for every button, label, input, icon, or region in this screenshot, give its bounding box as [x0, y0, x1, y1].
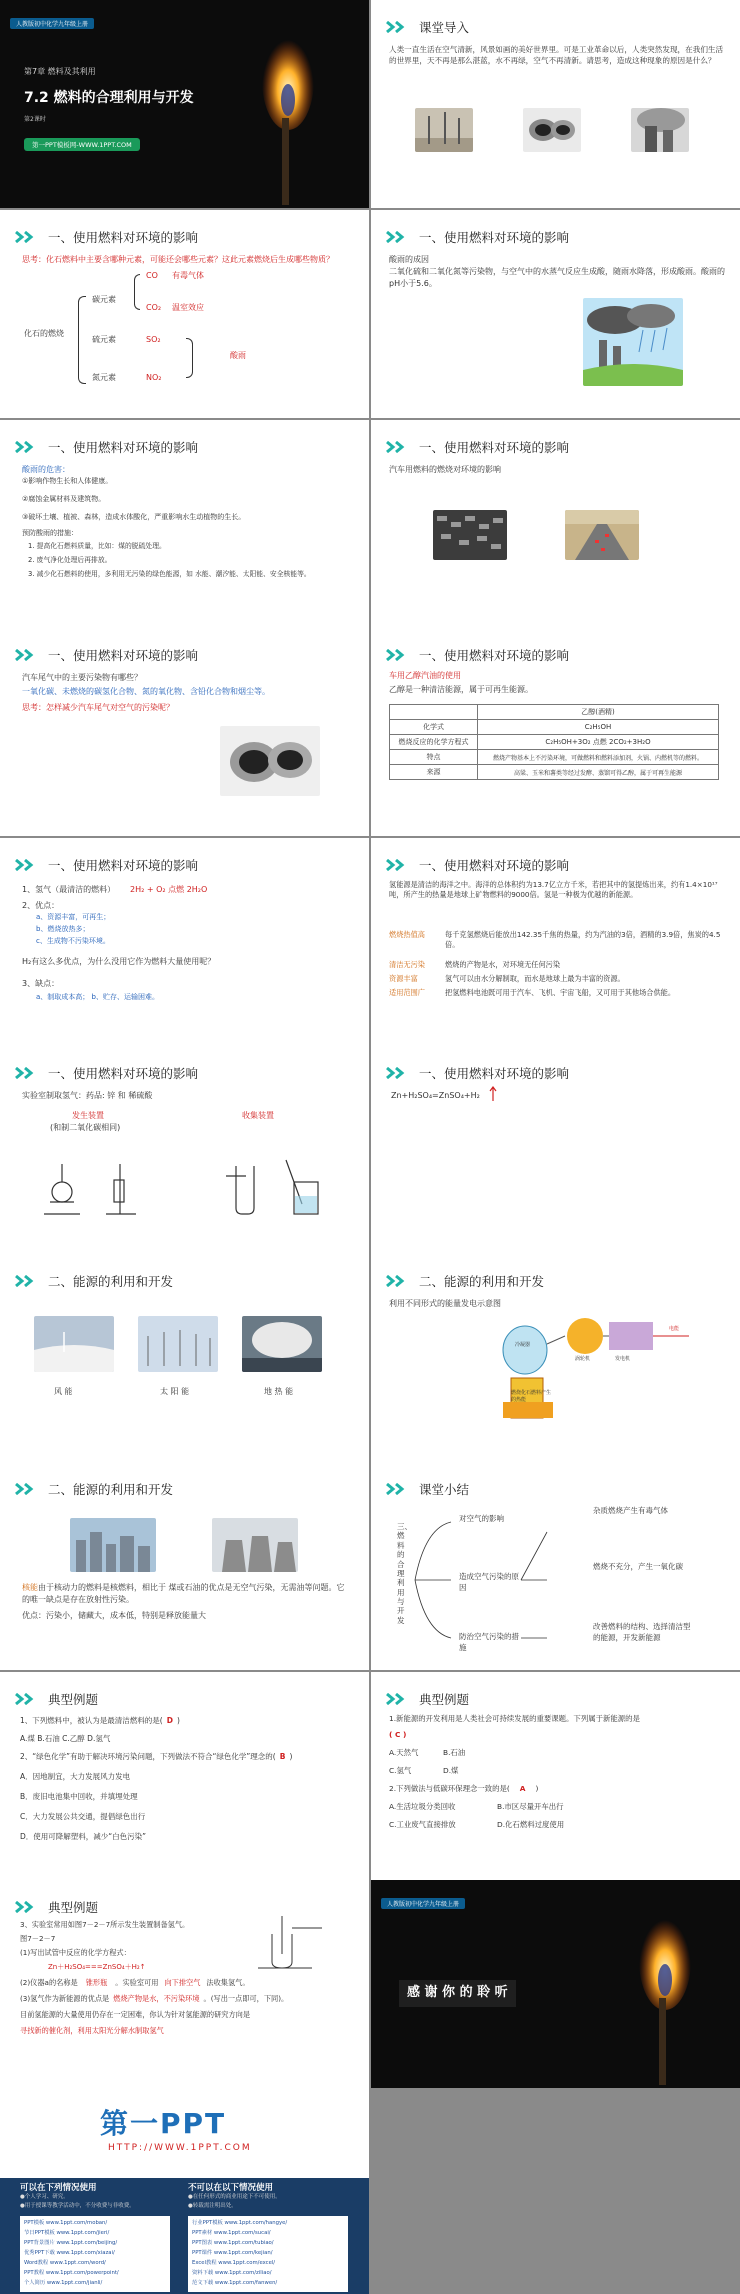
harm-item: ③破坏土壤、植被、森林，造成水体酸化，严重影响水生动植物的生长。: [22, 513, 246, 521]
text: (2)仪器a的名称是: [20, 1978, 78, 1987]
point-heading: 燃烧热值高: [389, 930, 425, 939]
chevron-icon: [385, 231, 409, 243]
thanks-tag: 人教版初中化学九年级上册: [381, 1898, 465, 1909]
brand-url[interactable]: HTTP://WWW.1PPT.COM: [108, 2143, 252, 2153]
co2-label: CO₂: [146, 303, 162, 312]
option: A．因地制宜，大力发展风力发电: [20, 1772, 131, 1781]
measure-item: 3. 减少化石燃料的使用，多利用无污染的绿色能源，如 水能、潮汐能、太阳能、安全核能等。: [28, 570, 311, 578]
chevron-icon: [14, 231, 38, 243]
energy-label: 地 热 能: [264, 1387, 294, 1396]
chevron-icon: [385, 649, 409, 661]
table-cell: 化学式: [390, 720, 478, 735]
traffic-photo: [433, 510, 507, 560]
part-2: [20, 1978, 250, 1988]
text: (3)氢气作为新能源的优点是: [20, 1994, 110, 2003]
table-row: [390, 765, 719, 780]
co-note: 有毒气体: [172, 271, 204, 280]
allowed-heading: 可以在下列情况使用: [20, 2183, 97, 2193]
ethanol-intro: 乙醇是一种清洁能源，属于可再生能源。: [389, 685, 533, 694]
advantages-heading: 2、优点：: [22, 901, 60, 910]
option: D.化石燃料过度使用: [497, 1820, 565, 1829]
thanks-text: 感 谢 你 的 聆 听: [399, 1980, 516, 2007]
part-4: 目前氢能源的大量使用仍存在一定困难，你认为针对氢能源的研究方向是: [20, 2010, 251, 2019]
diagram-caption: 利用不同形式的能量发电示意图: [389, 1299, 501, 1308]
slide-ethanol[interactable]: [371, 628, 740, 836]
chevron-icon: [14, 1901, 38, 1913]
option: B．废旧电池集中回收，并填埋处理: [20, 1792, 138, 1801]
slide-header: [385, 1478, 469, 1500]
question-text: 思考：化石燃料中主要含哪种元素，可能还会哪些元素？这此元素燃烧后生成哪些物质？: [22, 255, 334, 264]
slide-header: [14, 854, 198, 876]
fuel-label: 燃烧化石燃料产生的热能: [511, 1390, 552, 1404]
exhaust-photo: [523, 108, 581, 152]
answer: 向下排空气: [164, 1978, 201, 1987]
brand-logo: 第一PPT: [100, 2107, 227, 2140]
hydrogen-equation: 2H₂ + O₂ 点燃 2H₂O: [130, 885, 208, 894]
point-text: 把氢燃料电池既可用于汽车、飞机、宇宙飞船，又可用于其他场合供能。: [445, 988, 676, 997]
option: C.氢气: [389, 1766, 412, 1775]
slide-title: 二、能源的利用和开发: [48, 1482, 174, 1497]
allowed-item: ●个人学习、研究。: [20, 2194, 69, 2200]
table-cell: 燃烧产物基本上不污染环境，可做燃料和燃料添加剂，火锅、内燃机等的燃料。: [478, 750, 719, 765]
answer: A: [519, 1784, 526, 1793]
exhaust-answer: 一氧化碳、未燃烧的碳氢化合物、氮的氧化物、含铅化合物和烟尘等。: [22, 687, 270, 696]
links-list-2: [188, 2216, 348, 2292]
question-text: 1.新能源的开发利用是人类社会可持续发展的重要课题。下列属于新能源的是: [389, 1714, 640, 1723]
link-item[interactable]: PPT背景图片 www.1ppt.com/beijing/: [24, 2240, 118, 2246]
summary-result: 杂质燃烧产生有毒气体: [593, 1506, 668, 1515]
exhaust-pipe-photo: [220, 726, 320, 796]
electricity-label: 电能: [669, 1326, 680, 1332]
cover-title: 7.2 燃料的合理利用与开发: [24, 90, 194, 106]
co-label: CO: [146, 271, 158, 280]
slide-title: 典型例题: [419, 1692, 470, 1707]
energy-label: 太 阳 能: [160, 1387, 190, 1396]
chevron-icon: [385, 1483, 409, 1495]
hydrogen-heading: 1、氢气（最清洁的燃料）: [22, 885, 116, 894]
slide-energy[interactable]: [0, 1254, 369, 1462]
summary-branch: 防治空气污染的措施: [459, 1632, 519, 1652]
slide-header: [14, 1062, 198, 1084]
slide-header: [385, 16, 469, 38]
slide-title: 一、使用燃料对环境的影响: [48, 858, 199, 873]
slide-hydrogen-detail[interactable]: [371, 838, 740, 1046]
disallowed-item: ●在任何形式的商业用途下不可使用。: [188, 2194, 281, 2200]
summary-branch: 对空气的影响: [459, 1514, 504, 1523]
slide-exhaust[interactable]: [0, 628, 369, 836]
bracket-carbon: [134, 274, 140, 310]
power-plant-diagram: [499, 1314, 699, 1446]
chevron-icon: [385, 21, 409, 33]
usage-panel: [0, 2178, 369, 2294]
harm-item: ②腐蚀金属材料及建筑物。: [22, 495, 106, 503]
slide-header: [385, 1688, 469, 1710]
question-end: ): [535, 1784, 539, 1793]
chevron-icon: [385, 1693, 409, 1705]
link-item[interactable]: PPT素材 www.1ppt.com/sucai/: [192, 2230, 271, 2236]
slide-title: 一、使用燃料对环境的影响: [419, 230, 570, 245]
up-arrow-icon: [489, 1086, 497, 1102]
acid-rain-diagram: [583, 298, 683, 386]
generator-label: 发生装置: [72, 1111, 104, 1120]
slide-title: 一、使用燃料对环境的影响: [419, 440, 570, 455]
slide-title: 一、使用燃料对环境的影响: [48, 230, 199, 245]
slide-acid-rain-harm[interactable]: [0, 420, 369, 628]
slide-title: 一、使用燃料对环境的影响: [419, 858, 570, 873]
question-text: 2.下列做法与低碳环保理念一致的是(: [389, 1784, 510, 1793]
option: C.工业废气直接排放: [389, 1820, 456, 1829]
slide-title: 课堂导入: [419, 20, 470, 35]
table-row: [390, 750, 719, 765]
summary-root: 三、燃料的合理利用与开发: [397, 1522, 412, 1625]
disadvantages-heading: 3、缺点：: [22, 979, 60, 988]
link-item[interactable]: PPT图表 www.1ppt.com/tubiao/: [192, 2240, 274, 2246]
part-1: (1)写出试管中反应的化学方程式：: [20, 1948, 131, 1957]
lab-apparatus: [40, 1156, 330, 1222]
slide-header: [385, 436, 569, 458]
disallowed-item: ●转载需注明出处。: [188, 2203, 237, 2209]
hydrogen-intro: 氢能源是清洁的海洋之中。海洋的总体积约为13.7亿立方千米，若把其中的氢提炼出来，约有1.4×10¹⁷ 吨，所产生的热量是地球上矿物燃料的9000倍。氢是一种极为优越的新能源。: [389, 880, 718, 900]
text: 。(写出一点即可，下同)。: [203, 1994, 289, 2003]
acid-label: 酸雨: [230, 351, 246, 360]
slide-examples-3[interactable]: [0, 1880, 369, 2088]
no2-label: NO₂: [146, 373, 162, 382]
slide-elements[interactable]: [0, 210, 369, 418]
slide-header: [385, 1062, 569, 1084]
nitrogen-label: 氮元素: [92, 373, 116, 382]
slide-vehicle-impact[interactable]: [371, 420, 740, 628]
slide-title: 典型例题: [48, 1692, 99, 1707]
point-text: 氢气可以由水分解制取，而水是地球上最为丰富的资源。: [445, 974, 625, 983]
cause-text: 二氧化硫和二氧化氮等污染物，与空气中的水蒸气反应生成酸，随雨水降落，形成酸雨。酸雨的pH小于5.6。: [389, 267, 725, 288]
city-photo: [70, 1518, 156, 1572]
options-1: A.煤 B.石油 C.乙醇 D.氢气: [20, 1734, 111, 1743]
solar-photo: [138, 1316, 218, 1372]
slide-summary[interactable]: [371, 1462, 740, 1670]
generator-note: (和制二氧化碳相同): [50, 1123, 121, 1132]
flame-image: [240, 30, 330, 205]
figure-label: 图7－2－7: [20, 1934, 56, 1943]
zinc-equation: Zn+H₂SO₄=ZnSO₄+H₂: [391, 1091, 480, 1100]
link-item[interactable]: Excel教程 www.1ppt.com/excel/: [192, 2260, 276, 2266]
chevron-icon: [14, 441, 38, 453]
cover-lesson: 第2课时: [24, 116, 46, 123]
advantage-item: c、生成物不污染环境。: [36, 937, 110, 945]
slide-header: [385, 644, 569, 666]
slide-header: [385, 1270, 544, 1292]
cover-tag: 人教版初中化学九年级上册: [10, 18, 94, 29]
question-2: [389, 1784, 538, 1795]
root-label: 化石的燃烧: [24, 329, 64, 338]
chevron-icon: [14, 1483, 38, 1495]
bracket-left: [78, 296, 86, 384]
chevron-icon: [385, 441, 409, 453]
question-text: 1、下列燃料中，被认为是最清洁燃料的是(: [20, 1716, 163, 1725]
apparatus-figure: [252, 1914, 352, 1970]
text: 。实验室可用: [115, 1978, 159, 1987]
slide-lab-hydrogen[interactable]: [0, 1046, 369, 1254]
table-cell: 高粱、玉米和薯类等经过发酵、蒸馏可得乙醇，属于可再生能源: [478, 765, 719, 780]
answer-equation: Zn＋H₂SO₄===ZnSO₄＋H₂↑: [48, 1963, 146, 1971]
point-heading: 清洁无污染: [389, 960, 425, 969]
slide-title: 一、使用燃料对环境的影响: [48, 1066, 199, 1081]
option: B.市区尽量开车出行: [497, 1802, 564, 1811]
summary-result: 燃烧不充分，产生一氧化碳: [593, 1562, 683, 1571]
slide-brand[interactable]: [0, 2088, 369, 2294]
slide-nuclear[interactable]: [0, 1462, 369, 1670]
slide-zinc-equation[interactable]: [371, 1046, 740, 1254]
factory-photo: [631, 108, 689, 152]
chevron-icon: [385, 1275, 409, 1287]
chevron-icon: [14, 649, 38, 661]
table-header: 乙醇(酒精): [478, 705, 719, 720]
question-2: [20, 1752, 360, 1763]
geothermal-photo: [242, 1316, 322, 1372]
option: C．大力发展公共交通，提倡绿色出行: [20, 1812, 146, 1821]
table-cell: C₂H₅OH+3O₂ 点燃 2CO₂+3H₂O: [478, 735, 719, 750]
generator-label: 发电机: [615, 1356, 631, 1362]
intro-text: 人类一直生活在空气清新，风景如画的美好世界里。可是工业革命以后，人类突然发现，在我们生活的世界里，天不再是那么湛蓝，水不再绿，空气不再清新。请思考，造成这种现象的原因是什么？: [389, 45, 724, 65]
cause-heading: 酸雨的成因: [389, 255, 429, 264]
chevron-icon: [14, 1275, 38, 1287]
link-item[interactable]: 行业PPT模板 www.1ppt.com/hangye/: [192, 2220, 288, 2226]
cover-chapter: 第7章 燃料及其利用: [24, 67, 96, 76]
text: 法收集氢气。: [206, 1978, 250, 1987]
condenser-label: 冷凝器: [515, 1342, 531, 1348]
slide-power-diagram[interactable]: [371, 1254, 740, 1462]
slide-header: [14, 1896, 98, 1918]
answer: ( C ): [389, 1730, 407, 1739]
exhaust-question: 汽车尾气中的主要污染物有哪些？: [22, 673, 142, 682]
chevron-icon: [14, 1067, 38, 1079]
option: A.天然气: [389, 1748, 419, 1757]
link-item[interactable]: 资料下载 www.1ppt.com/ziliao/: [192, 2270, 272, 2276]
disallowed-heading: 不可以在以下情况使用: [188, 2183, 274, 2193]
slide-title: 一、使用燃料对环境的影响: [48, 440, 199, 455]
table-cell: 来源: [390, 765, 478, 780]
option: D．使用可降解塑料，减少“白色污染”: [20, 1832, 147, 1841]
table-cell: C₂H₅OH: [478, 720, 719, 735]
point-heading: 适用范围广: [389, 988, 425, 997]
allowed-item: ●用于授课等教学活动中，不分收费与非收费。: [20, 2203, 135, 2209]
slide-acid-rain-cause[interactable]: [371, 210, 740, 418]
harm-item: ①影响作物生长和人体健康。: [22, 477, 113, 485]
co2-note: 温室效应: [172, 303, 204, 312]
sulfur-label: 硫元素: [92, 335, 116, 344]
slide-header: [385, 854, 569, 876]
part-3: [20, 1994, 288, 2004]
table-cell: 燃烧反应的化学方程式: [390, 735, 478, 750]
answer: 寻找新的催化剂，利用太阳光分解水制取氢气: [20, 2026, 164, 2035]
nuclear-text: [22, 1582, 352, 1605]
question-text: 2、“绿色化学”有助于解决环境污染问题，下列做法不符合“绿色化学”理念的(: [20, 1752, 276, 1761]
point-heading: 资源丰富: [389, 974, 418, 983]
slide-header: [14, 436, 198, 458]
slide-title: 二、能源的利用和开发: [48, 1274, 174, 1289]
point-text: 每千克氢燃烧后能放出142.35千焦的热量，约为汽油的3倍，酒精的3.9倍，焦炭的4.5倍。: [445, 930, 721, 950]
nuclear-advantages: 优点：污染小，储藏大，成本低，特别是释放能量大: [22, 1611, 206, 1620]
link-item[interactable]: 优秀PPT下载 www.1ppt.com/xiazai/: [24, 2250, 115, 2256]
chevron-icon: [14, 1693, 38, 1705]
slide-examples-1[interactable]: [0, 1672, 369, 1880]
chevron-icon: [385, 859, 409, 871]
link-item[interactable]: 节日PPT模板 www.1ppt.com/jieri/: [24, 2230, 110, 2236]
slide-hydrogen[interactable]: [0, 838, 369, 1046]
slide-title: 课堂小结: [419, 1482, 470, 1497]
slide-title: 一、使用燃料对环境的影响: [419, 648, 570, 663]
ethanol-heading: 车用乙醇汽油的使用: [389, 671, 461, 680]
answer: 锥形瓶: [85, 1978, 108, 1987]
table-cell: 特点: [390, 750, 478, 765]
summary-result: 改善燃料的结构、选择清洁型的能源，开发新能源: [593, 1622, 691, 1642]
slide-header: [14, 1478, 173, 1500]
link-item[interactable]: PPT模板 www.1ppt.com/moban/: [24, 2220, 108, 2226]
highway-photo: [565, 510, 639, 560]
slide-intro[interactable]: [371, 0, 740, 208]
option: A.生活垃圾分类回收: [389, 1802, 456, 1811]
cover-site[interactable]: 第一PPT模板网-WWW.1PPT.COM: [24, 138, 140, 151]
slide-header: [385, 226, 569, 248]
energy-label: 风 能: [54, 1387, 73, 1396]
links-list: [20, 2216, 170, 2292]
so2-label: SO₂: [146, 335, 161, 344]
lab-text: 实验室制取氢气：药品: 锌 和 稀硫酸: [22, 1091, 153, 1100]
table-row: [390, 735, 719, 750]
slide-title: 典型例题: [48, 1900, 99, 1915]
answer: D: [166, 1716, 173, 1725]
impact-text: 汽车用燃料的燃烧对环境的影响: [389, 465, 501, 474]
advantage-item: a、资源丰富，可再生；: [36, 913, 111, 921]
exhaust-think: 思考：怎样减少汽车尾气对空气的污染呢？: [22, 703, 174, 712]
carbon-label: 碳元素: [92, 295, 116, 304]
problem-text: 3、实验室常用如图7－2－7所示发生装置制备氢气。: [20, 1920, 190, 1929]
nuclear-desc: 由于核动力的燃料是核燃料，相比于 煤或石油的优点是无空气污染，无需油等问题。它的唯一缺点是存在放射性污染。: [22, 1583, 345, 1604]
flame-image: [617, 1910, 707, 2085]
slide-header: [14, 1270, 173, 1292]
question-end: ): [289, 1752, 293, 1761]
slide-examples-2[interactable]: [371, 1672, 740, 1880]
turbine-label: 涡轮机: [575, 1356, 591, 1362]
table-cell: [390, 705, 478, 720]
question-1: [20, 1716, 180, 1727]
measure-item: 2. 废气净化处理后再排放。: [28, 556, 112, 564]
slide-thanks[interactable]: [371, 1880, 740, 2088]
hydrogen-question: H₂有这么多优点，为什么没用它作为燃料大量使用呢？: [22, 957, 216, 966]
advantage-item: b、燃烧放热多；: [36, 925, 90, 933]
slide-header: [14, 1688, 98, 1710]
table-row: [390, 720, 719, 735]
slide-header: [14, 644, 198, 666]
question-end: ): [176, 1716, 180, 1725]
link-item[interactable]: PPT课件 www.1ppt.com/kejian/: [192, 2250, 273, 2256]
answer: B: [279, 1752, 286, 1761]
slide-cover[interactable]: [0, 0, 369, 208]
option: B.石油: [443, 1748, 466, 1757]
disadvantage-text: a、制取成本高； b、贮存、运输困难。: [36, 993, 159, 1001]
measure-heading: 预防酸雨的措施：: [22, 529, 78, 537]
ethanol-table: [389, 704, 719, 780]
chevron-icon: [14, 859, 38, 871]
nuclear-plant-photo: [212, 1518, 298, 1572]
link-item[interactable]: 个人简历 www.1ppt.com/jianli/: [24, 2280, 103, 2286]
link-item[interactable]: 范文下载 www.1ppt.com/fanwen/: [192, 2280, 278, 2286]
bracket-acid: [186, 338, 193, 378]
slide-title: 二、能源的利用和开发: [419, 1274, 545, 1289]
link-item[interactable]: PPT教程 www.1ppt.com/powerpoint/: [24, 2270, 119, 2276]
slide-title: 一、使用燃料对环境的影响: [419, 1066, 570, 1081]
collector-label: 收集装置: [242, 1111, 274, 1120]
slide-header: [14, 226, 198, 248]
forest-photo: [415, 108, 473, 152]
summary-branch: 造成空气污染的原因: [459, 1572, 519, 1592]
nuclear-heading: 核能: [22, 1583, 38, 1592]
slide-title: 一、使用燃料对环境的影响: [48, 648, 199, 663]
harm-heading: 酸雨的危害：: [22, 465, 70, 474]
chevron-icon: [385, 1067, 409, 1079]
option: D.煤: [443, 1766, 459, 1775]
measure-item: 1. 提高化石燃料质量，比如：煤的脱硫处理。: [28, 542, 166, 550]
point-text: 燃烧的产物是水，对环境无任何污染: [445, 960, 561, 969]
answer: 燃烧产物是水，不污染环境: [113, 1994, 200, 2003]
link-item[interactable]: Word教程 www.1ppt.com/word/: [24, 2260, 106, 2266]
wind-photo: [34, 1316, 114, 1372]
